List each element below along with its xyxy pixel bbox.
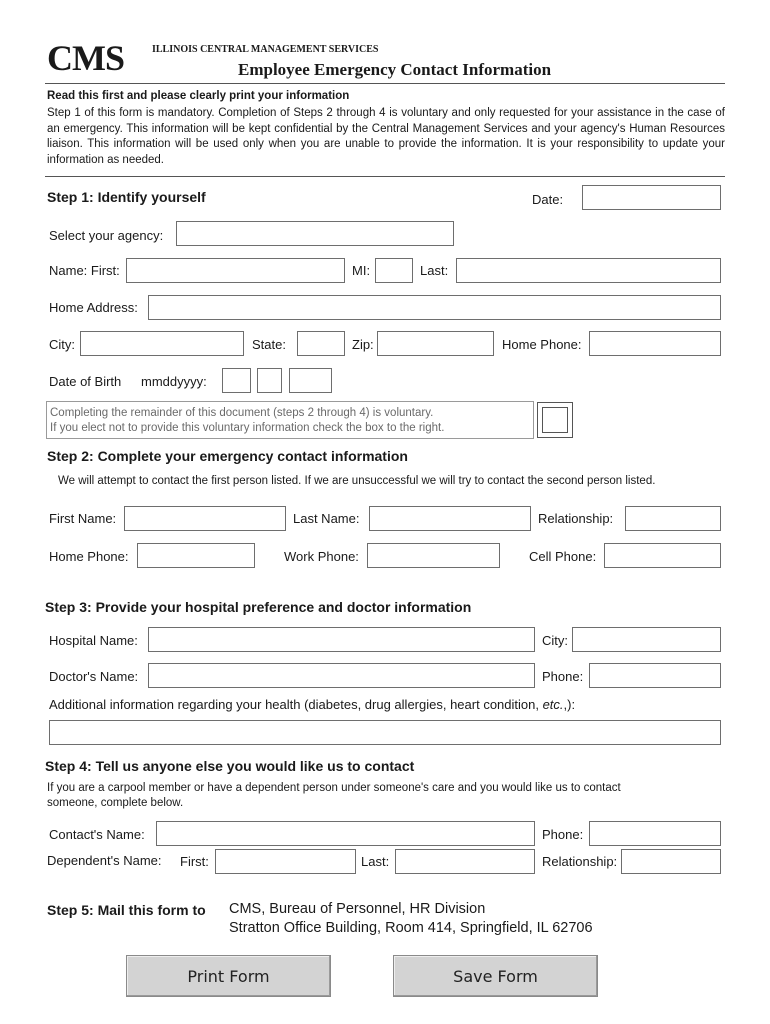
agency-select[interactable] [176,221,454,246]
dependent-name-label: Dependent's Name: [47,853,162,868]
voluntary-notice-line1: Completing the remainder of this document (steps 2 through 4) is voluntary. [50,407,434,419]
other-contact-phone-field[interactable] [589,821,721,846]
last-name-field[interactable] [456,258,721,283]
step4-title: Step 4: Tell us anyone else you would like us to contact [45,758,415,774]
home-address-field[interactable] [148,295,721,320]
first-name-field[interactable] [126,258,345,283]
contact-work-phone-field[interactable] [367,543,500,568]
health-info-field[interactable] [49,720,721,745]
home-address-label: Home Address: [49,300,138,315]
dob-format-label: mmddyyyy: [141,374,207,389]
header-divider [45,83,725,84]
contact-work-phone-label: Work Phone: [284,549,359,564]
dependent-relationship-label: Relationship: [542,854,618,869]
first-name-label: Name: First: [49,263,120,278]
home-phone-label: Home Phone: [502,337,582,352]
step1-title: Step 1: Identify yourself [47,189,206,205]
voluntary-notice-line2: If you elect not to provide this voluntary information check the box to the right. [50,422,445,434]
doctor-phone-label: Phone: [542,669,584,684]
contact-cell-phone-label: Cell Phone: [529,549,597,564]
contact-home-phone-label: Home Phone: [49,549,129,564]
state-label: State: [252,337,286,352]
contact-first-name-label: First Name: [49,511,117,526]
home-phone-field[interactable] [589,331,721,356]
step4-note-line2: someone, complete below. [47,797,184,809]
intro-heading: Read this first and please clearly print your information [47,90,350,102]
dob-year-field[interactable] [289,368,332,393]
contact-cell-phone-field[interactable] [604,543,721,568]
dob-label: Date of Birth [49,374,122,389]
other-contact-name-field[interactable] [156,821,535,846]
contact-last-name-field[interactable] [369,506,531,531]
health-info-label: Additional information regarding your health (diabetes, drug allergies, heart condition, etc.,): [49,697,576,712]
mailing-address-line2: Stratton Office Building, Room 414, Springfield, IL 62706 [229,920,593,936]
voluntary-notice-box [46,401,534,439]
contact-relationship-field[interactable] [625,506,721,531]
date-label: Date: [532,192,564,207]
dob-month-field[interactable] [222,368,251,393]
date-field[interactable] [582,185,721,210]
step2-title: Step 2: Complete your emergency contact information [47,448,408,464]
agency-label: Select your agency: [49,228,164,243]
mi-label: MI: [352,263,371,278]
state-field[interactable] [297,331,345,356]
mailing-address-line1: CMS, Bureau of Personnel, HR Division [229,901,486,917]
contact-first-name-field[interactable] [124,506,286,531]
doctor-name-label: Doctor's Name: [49,669,139,684]
dependent-relationship-field[interactable] [621,849,721,874]
other-contact-name-label: Contact's Name: [49,827,145,842]
save-form-button[interactable]: Save Form [393,955,598,997]
cms-logo: CMS [47,38,124,78]
zip-label: Zip: [352,337,374,352]
last-name-label: Last: [420,263,449,278]
step2-note: We will attempt to contact the first person listed. If we are unsuccessful we will try to contact the second person listed. [58,475,656,487]
doctor-name-field[interactable] [148,663,535,688]
intro-body: Step 1 of this form is mandatory. Completion of Steps 2 through 4 is voluntary and only requested for your assistance in the case of an emergency. This information will be kept confidential by the Central Management Services and your agency's Human Resources liaison. This information will be used only when you are unable to provide the information. It is your responsibility to update your information as needed. [47,107,725,166]
step4-note-line1: If you are a carpool member or have a dependent person under someone's care and you would like us to contact [47,782,621,794]
other-contact-phone-label: Phone: [542,827,584,842]
hospital-name-field[interactable] [148,627,535,652]
intro-divider [45,176,725,177]
hospital-name-label: Hospital Name: [49,633,138,648]
city-field[interactable] [80,331,244,356]
step5-title: Step 5: Mail this form to [47,902,206,918]
step3-title: Step 3: Provide your hospital preference and doctor information [45,599,472,615]
decline-voluntary-checkbox[interactable] [537,402,573,438]
dependent-first-label: First: [180,854,209,869]
print-form-button[interactable]: Print Form [126,955,331,997]
dependent-last-label: Last: [361,854,390,869]
contact-home-phone-field[interactable] [137,543,255,568]
dependent-first-field[interactable] [215,849,356,874]
dob-day-field[interactable] [257,368,282,393]
zip-field[interactable] [377,331,494,356]
contact-relationship-label: Relationship: [538,511,614,526]
agency-name: ILLINOIS CENTRAL MANAGEMENT SERVICES [152,44,379,55]
form-title: Employee Emergency Contact Information [238,60,552,79]
dependent-last-field[interactable] [395,849,535,874]
doctor-phone-field[interactable] [589,663,721,688]
city-label: City: [49,337,75,352]
contact-last-name-label: Last Name: [293,511,360,526]
hospital-city-field[interactable] [572,627,721,652]
hospital-city-label: City: [542,633,568,648]
mi-field[interactable] [375,258,413,283]
